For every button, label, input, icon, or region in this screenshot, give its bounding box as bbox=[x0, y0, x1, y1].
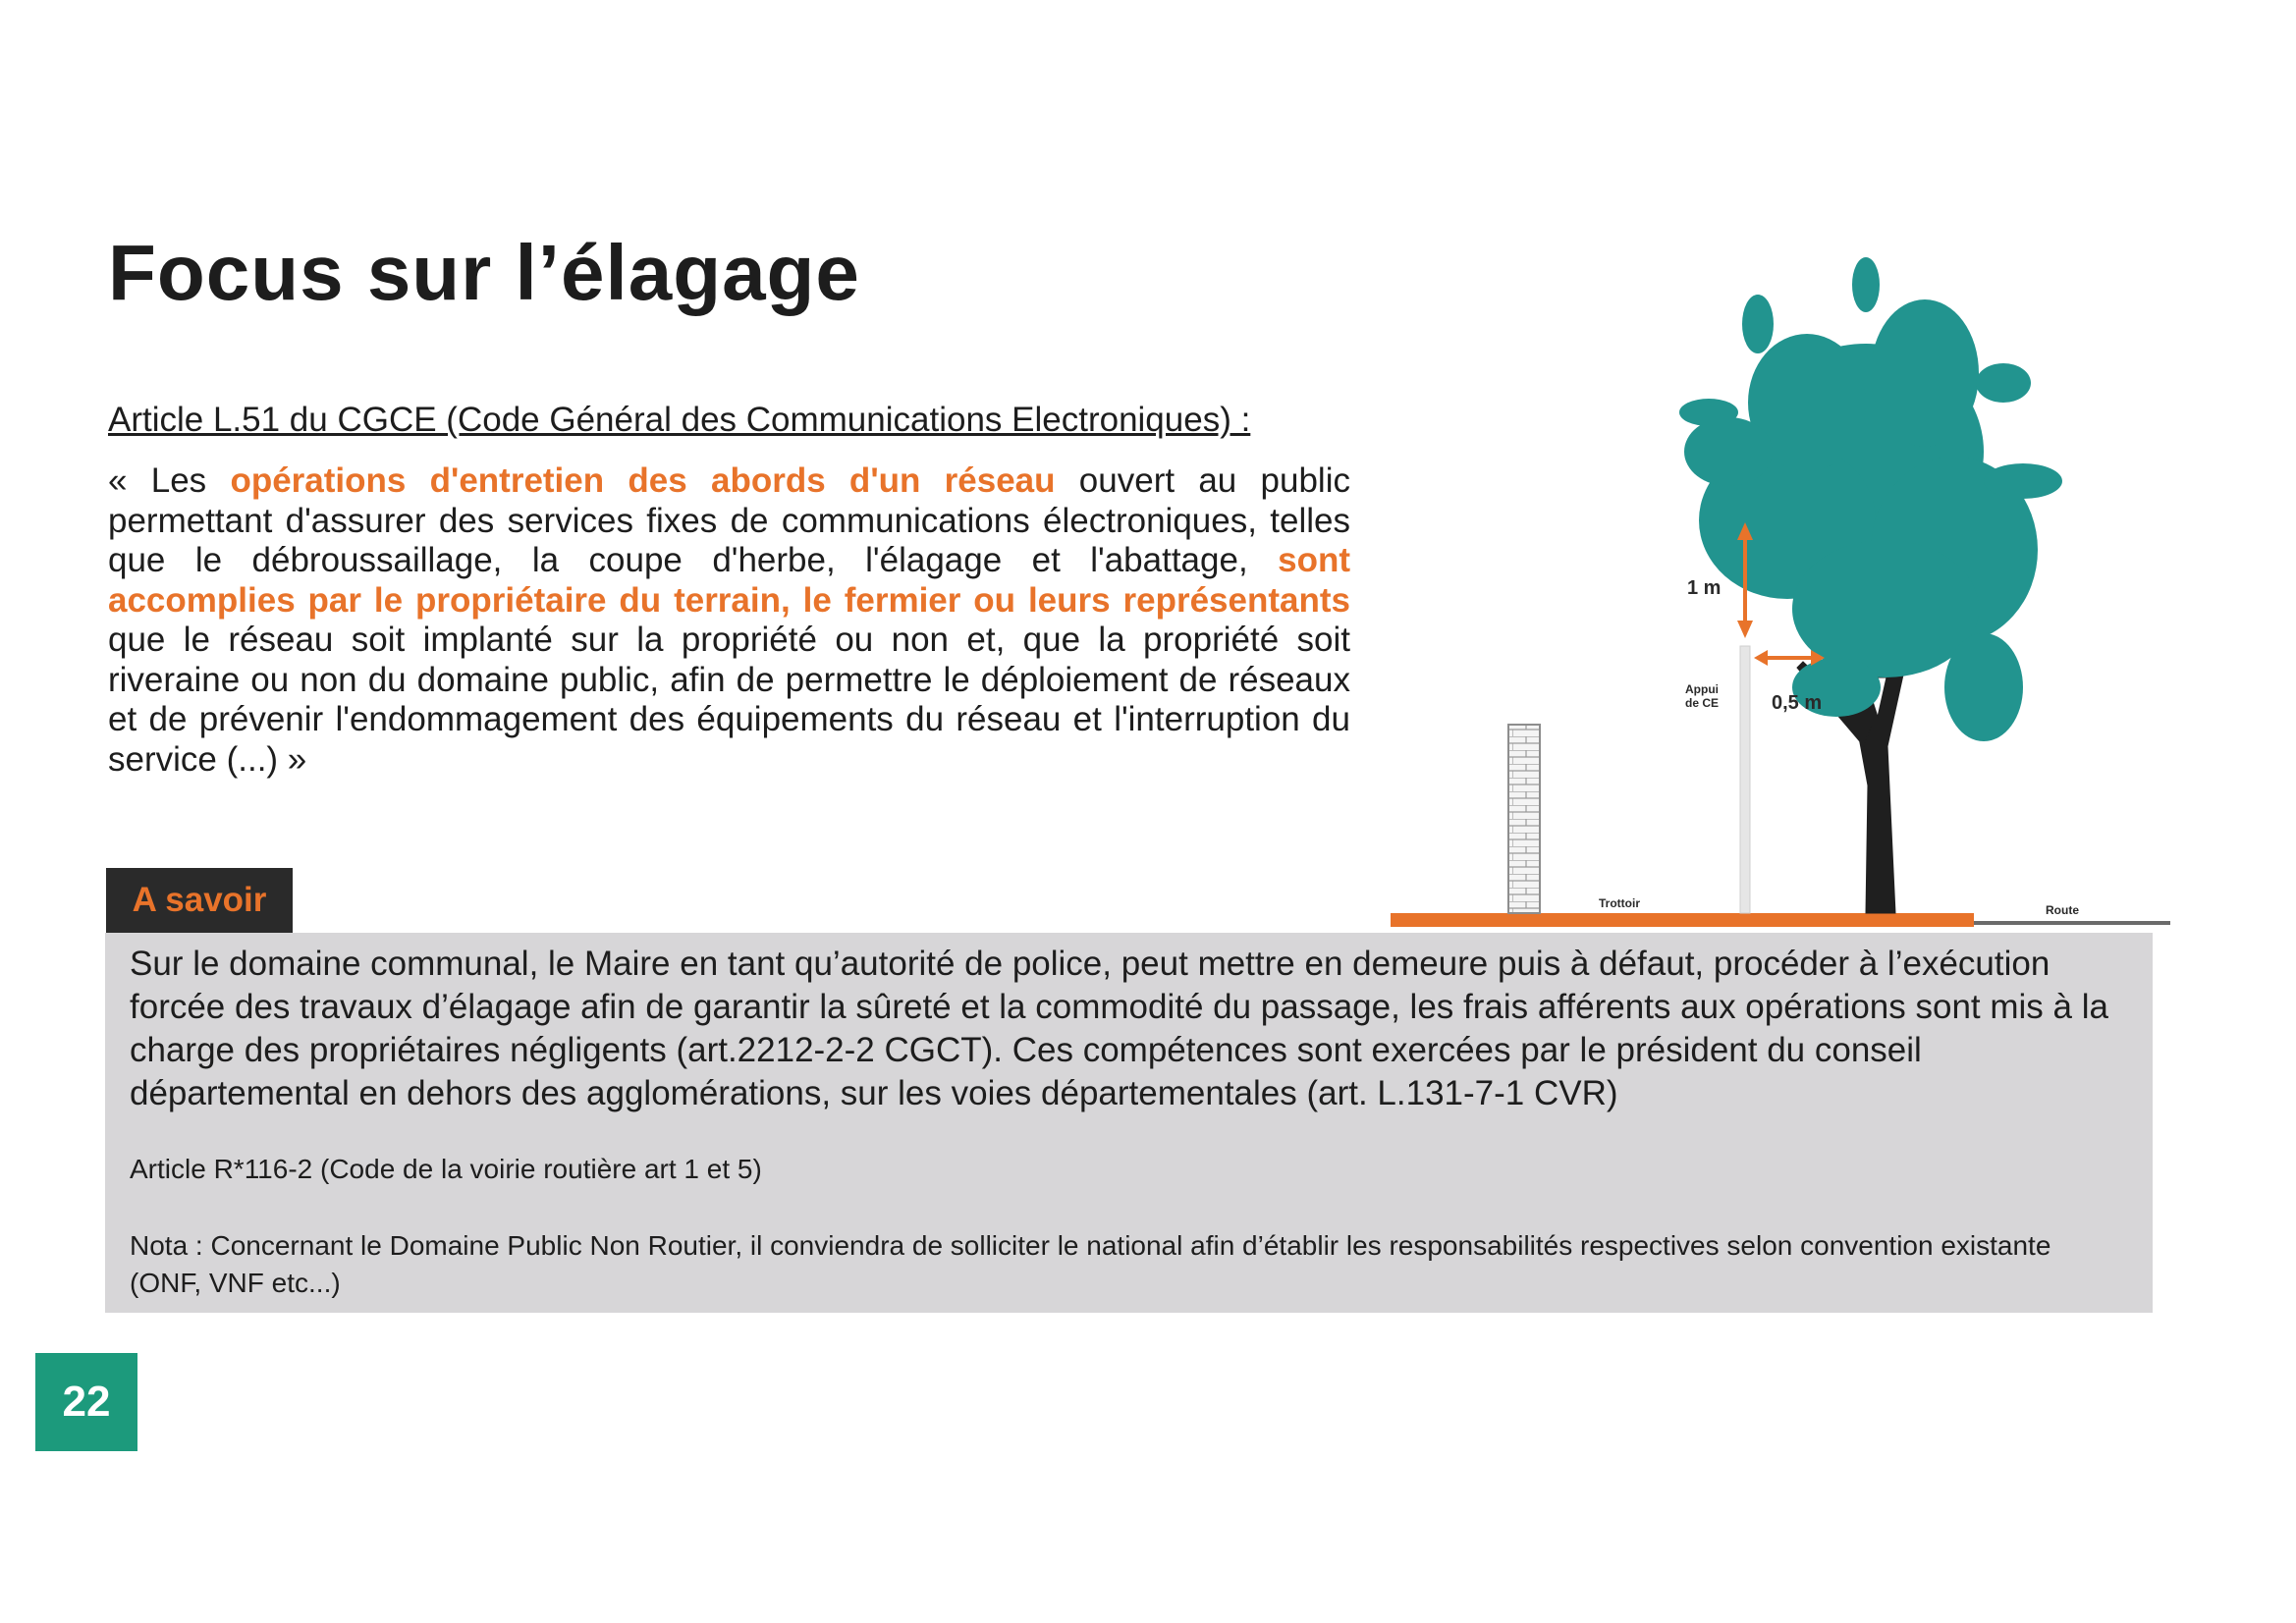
a-savoir-tab: A savoir bbox=[106, 868, 293, 933]
page-number: 22 bbox=[35, 1353, 137, 1451]
sidewalk bbox=[1391, 913, 1974, 927]
road-line bbox=[1972, 921, 2170, 925]
a-savoir-reference: Article R*116-2 (Code de la voirie routière art 1 et 5) bbox=[130, 1154, 762, 1184]
label-route: Route bbox=[2046, 903, 2079, 917]
horizontal-distance-arrow bbox=[1754, 650, 1825, 666]
a-savoir-main-text: Sur le domaine communal, le Maire en tant qu’autorité de police, peut mettre en demeure puis à défaut, procéder à l’exécution forcée des travaux d’élagage afin de garantir la sûreté et la commodité du passage, les frais afférents aux opérations sont mis à la charge des propriétaires négligents (art.2212-2-2 CGCT). Ces compétences sont exercées par le président du conseil départemental en dehors des agglomérations, sur les voies départementales (art. L.131-7-1 CVR) bbox=[130, 945, 2108, 1112]
article-quote bbox=[108, 461, 1350, 780]
tree-foliage bbox=[1679, 257, 2062, 741]
page-title: Focus sur l’élagage bbox=[108, 229, 860, 316]
pruning-distance-diagram bbox=[1375, 255, 2170, 943]
quote-text-1: « Les bbox=[108, 461, 231, 500]
article-heading: Article L.51 du CGCE (Code Général des Communications Electroniques) : bbox=[108, 401, 1251, 439]
label-1m: 1 m bbox=[1687, 577, 1722, 599]
a-savoir-box bbox=[105, 933, 2153, 1313]
label-appui-line1: Appui bbox=[1685, 682, 1719, 696]
a-savoir-nota: Nota : Concernant le Domaine Public Non Routier, il conviendra de solliciter le national afin d’établir les responsabilités respectives selon convention existante (ONF, VNF etc...) bbox=[130, 1230, 2051, 1298]
quote-text-3: que le réseau soit implanté sur la propriété ou non et, que la propriété soit riveraine ou non du domaine public, afin de permettre le déploiement de réseaux et de prévenir l'endommagement des équipements du réseau et l'interruption du service (...) » bbox=[108, 621, 1350, 779]
quote-highlight-1: opérations d'entretien des abords d'un réseau bbox=[230, 461, 1056, 500]
brick-wall bbox=[1508, 725, 1540, 913]
quote-highlight-2: sont accomplies par le propriétaire du terrain, le fermier ou leurs représentants bbox=[108, 541, 1350, 620]
label-appui-line2: de CE bbox=[1685, 696, 1720, 710]
label-trottoir: Trottoir bbox=[1599, 896, 1640, 910]
utility-pole bbox=[1740, 646, 1750, 913]
quote-text-2: ouvert au public permettant d'assurer des services fixes de communications électroniques, telles que le débroussaillage, la coupe d'herbe, l'élagage et l'abattage, bbox=[108, 461, 1350, 579]
label-05m: 0,5 m bbox=[1772, 692, 1823, 714]
